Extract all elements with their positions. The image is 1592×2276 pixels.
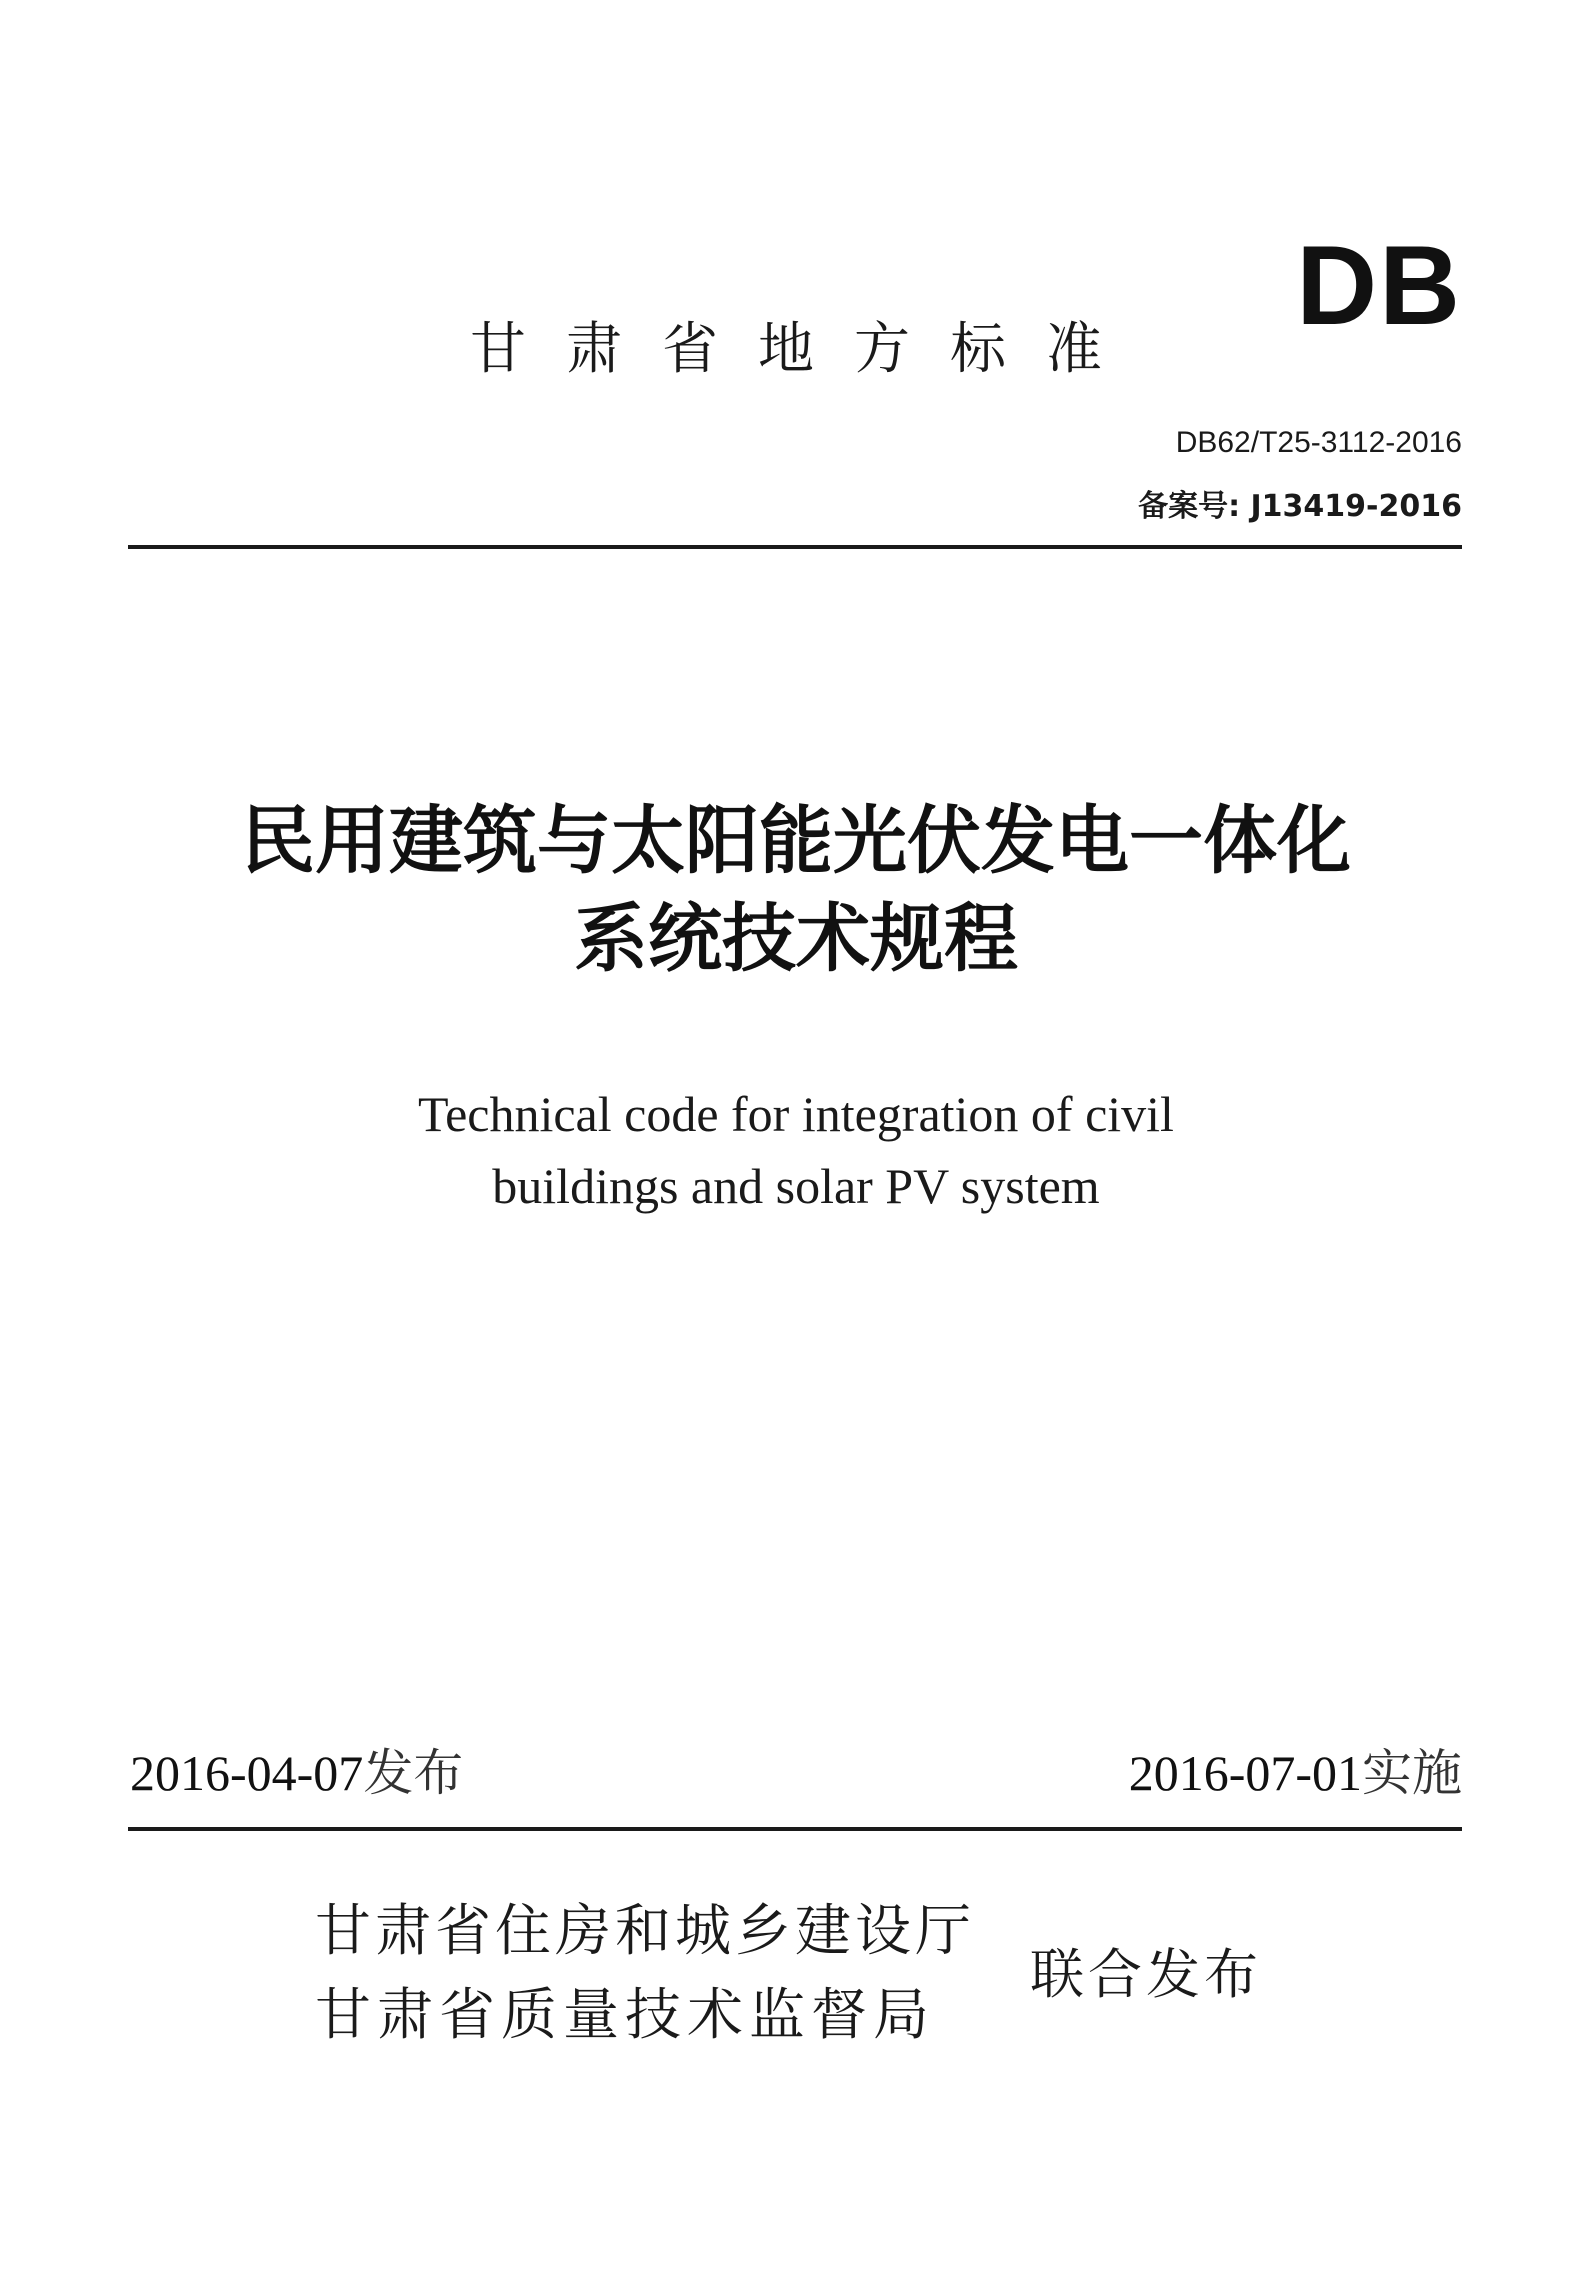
title-line-1: 民用建筑与太阳能光伏发电一体化 [241, 798, 1351, 884]
joint-publish-label: 联合发布 [1030, 1943, 1262, 2006]
effective-label: 实施 [1362, 1744, 1462, 1802]
issued-date: 2016-04-07 [130, 1745, 364, 1801]
document-title [0, 792, 1592, 988]
standard-number: DB62/T25-3112-2016 [1175, 426, 1462, 459]
db-logo: DB [1296, 223, 1462, 348]
issued-label: 发布 [363, 1744, 464, 1802]
record-number: 备案号: J13419-2016 [1138, 489, 1462, 524]
bottom-divider [128, 1827, 1462, 1831]
effective-date: 2016-07-01 [1128, 1745, 1362, 1801]
effective-date-block [1128, 1744, 1462, 1802]
standard-type-heading: 甘肃省地方标准 [470, 317, 1142, 382]
publisher-quality-bureau: 甘肃省质量技术监督局 [315, 1983, 935, 2048]
publisher-housing-department: 甘肃省住房和城乡建设厅 [315, 1899, 975, 1964]
issued-date-block [130, 1744, 464, 1802]
title-line-2: 系统技术规程 [574, 896, 1018, 982]
english-title-line-2: buildings and solar PV system [492, 1158, 1100, 1214]
english-title [0, 1078, 1592, 1222]
top-divider [128, 545, 1462, 549]
english-title-line-1: Technical code for integration of civil [418, 1086, 1174, 1142]
